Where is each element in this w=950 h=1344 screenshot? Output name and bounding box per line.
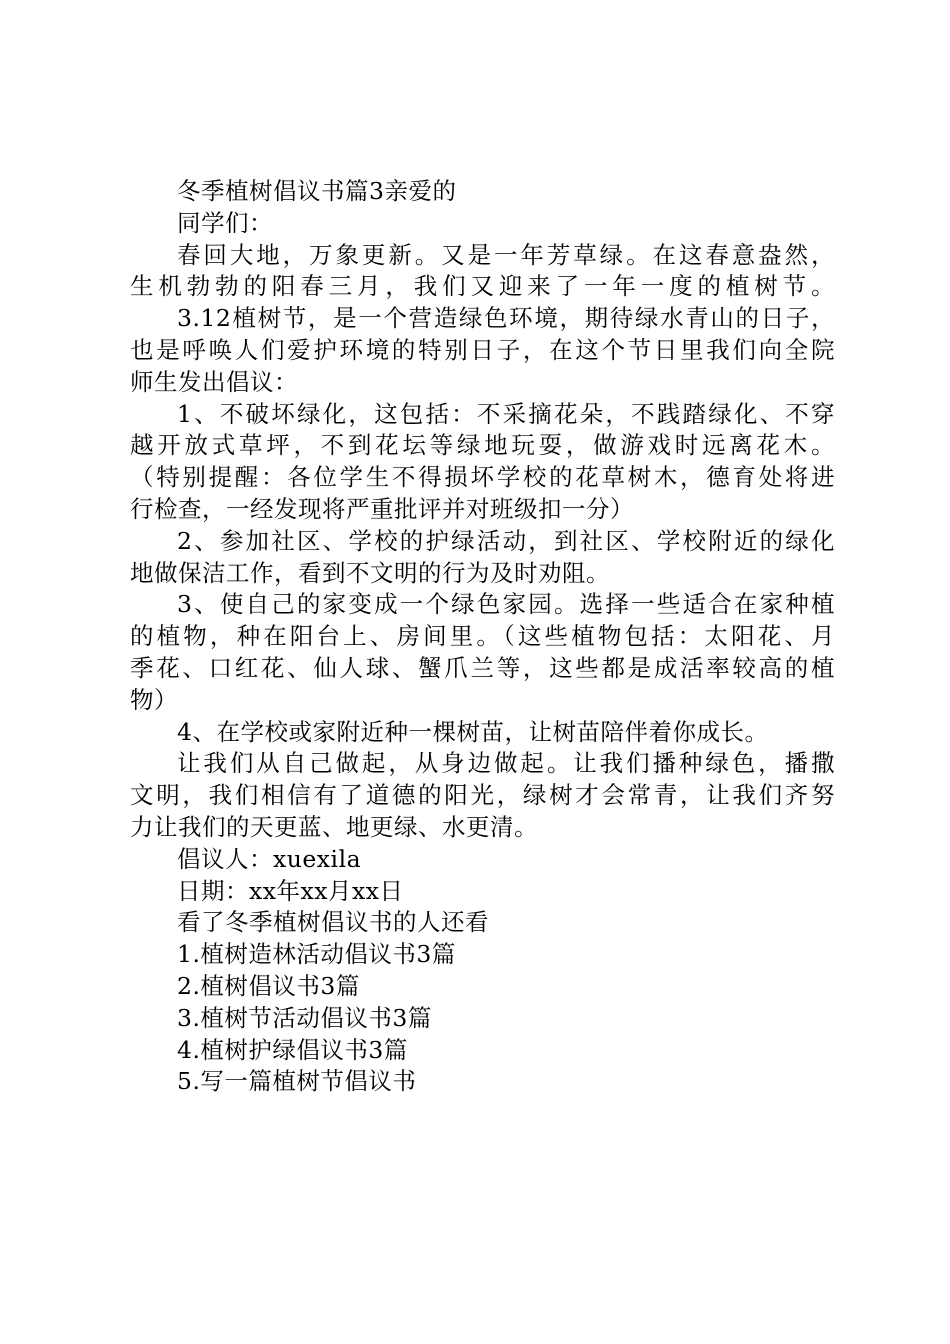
text-line: 师生发出倡议：	[130, 367, 298, 396]
text-line: 同学们：	[177, 208, 273, 237]
text-line: 2、参加社区、学校的护绿活动，到社区、学校附近的绿化	[177, 526, 835, 555]
text-line: 也是呼唤人们爱护环境的特别日子，在这个节日里我们向全院	[130, 335, 835, 364]
related-link[interactable]: 3.植树节活动倡议书3篇	[177, 1003, 432, 1032]
related-link[interactable]: 4.植树护绿倡议书3篇	[177, 1035, 408, 1064]
text-line: 4、在学校或家附近种一棵树苗，让树苗陪伴着你成长。	[177, 717, 769, 746]
text-line: 春回大地，万象更新。又是一年芳草绿。在这春意盎然，	[177, 240, 835, 269]
related-link[interactable]: 1.植树造林活动倡议书3篇	[177, 940, 456, 969]
text-line: 的植物，种在阳台上、房间里。（这些植物包括：太阳花、月	[130, 622, 835, 651]
signatory-line: 倡议人：xuexila	[177, 844, 362, 873]
text-line: 生机勃勃的阳春三月，我们又迎来了一年一度的植树节。	[130, 272, 835, 301]
text-line: 力让我们的天更蓝、地更绿、水更清。	[130, 812, 538, 841]
text-line: （特别提醒：各位学生不得损坏学校的花草树木，德育处将进	[130, 463, 835, 492]
document-body	[130, 176, 835, 1098]
text-line: 物）	[130, 685, 178, 714]
text-line: 3.12植树节，是一个营造绿色环境，期待绿水青山的日子，	[177, 304, 835, 333]
text-line: 地做保洁工作，看到不文明的行为及时劝阻。	[130, 558, 610, 587]
text-line: 季花、口红花、仙人球、蟹爪兰等，这些都是成活率较高的植	[130, 653, 835, 682]
text-line: 冬季植树倡议书篇3亲爱的	[177, 177, 457, 205]
text-line: 3、使自己的家变成一个绿色家园。选择一些适合在家种植	[177, 590, 835, 619]
text-line: 行检查，一经发现将严重批评并对班级扣一分）	[130, 494, 634, 523]
related-heading: 看了冬季植树倡议书的人还看	[177, 908, 489, 937]
text-line: 1、不破坏绿化，这包括：不采摘花朵，不践踏绿化、不穿	[177, 399, 835, 428]
related-link[interactable]: 5.写一篇植树节倡议书	[177, 1067, 417, 1096]
text-line: 让我们从自己做起，从身边做起。让我们播种绿色，播撒	[177, 749, 835, 778]
text-line: 文明，我们相信有了道德的阳光，绿树才会常青，让我们齐努	[130, 781, 835, 810]
text-line: 越开放式草坪，不到花坛等绿地玩耍，做游戏时远离花木。	[130, 431, 835, 460]
date-line: 日期：xx年xx月xx日	[177, 876, 404, 905]
related-link[interactable]: 2.植树倡议书3篇	[177, 971, 360, 1000]
